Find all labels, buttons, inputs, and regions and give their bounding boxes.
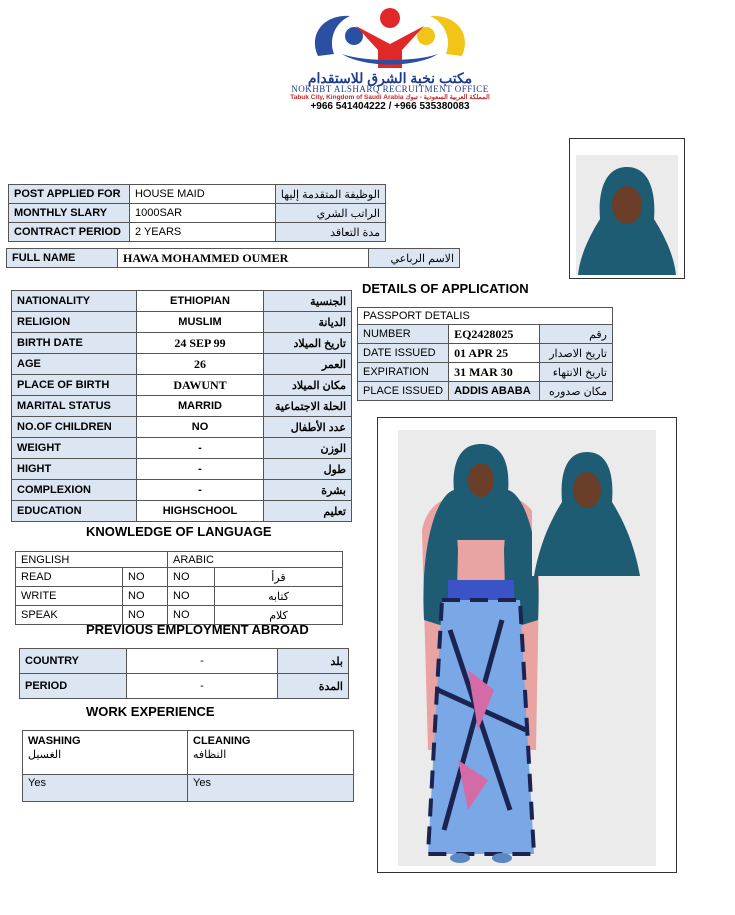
- agency-name-arabic: مكتب نخبة الشرق للاستقدام: [307, 70, 473, 86]
- details-title: DETAILS OF APPLICATION: [362, 281, 529, 296]
- language-table: [15, 551, 343, 625]
- complexion-label-ar: بشرة: [264, 480, 352, 501]
- passport-place-label-ar: مكان صدوره: [540, 382, 613, 401]
- position-value: HOUSE MAID: [129, 185, 275, 204]
- table-row: [23, 731, 354, 775]
- children-label: NO.OF CHILDREN: [12, 417, 137, 438]
- speak-label-ar: كلام: [215, 606, 343, 625]
- birth-date-label-ar: تاريخ الميلاد: [264, 333, 352, 354]
- country-label-ar: بلد: [278, 649, 349, 674]
- birth-date-label: BIRTH DATE: [12, 333, 137, 354]
- table-row: [12, 291, 352, 312]
- age-label-ar: العمر: [264, 354, 352, 375]
- full-name-value: HAWA MOHAMMED OUMER: [118, 249, 369, 268]
- language-title: KNOWLEDGE OF LANGUAGE: [86, 524, 272, 539]
- table-row: [16, 587, 343, 606]
- period-value: -: [127, 674, 278, 699]
- table-row: [358, 344, 613, 363]
- table-row: [12, 354, 352, 375]
- education-value: HIGHSCHOOL: [137, 501, 264, 522]
- passport-issued-label-ar: تاريخ الاصدار: [540, 344, 613, 363]
- country-value: -: [127, 649, 278, 674]
- speak-arabic: NO: [168, 606, 215, 625]
- birth-place-label-ar: مكان الميلاد: [264, 375, 352, 396]
- cleaning-value: Yes: [188, 775, 354, 802]
- children-value: NO: [137, 417, 264, 438]
- children-label-ar: عدد الأطفال: [264, 417, 352, 438]
- birth-date-value: 24 SEP 99: [137, 333, 264, 354]
- complexion-label: COMPLEXION: [12, 480, 137, 501]
- passport-place-label: PLACE ISSUED: [358, 382, 449, 401]
- table-row: [7, 249, 460, 268]
- washing-cell: [23, 731, 188, 775]
- agency-name-english: NOKHBT ALSHARQ RECRUITMENT OFFICE: [291, 84, 489, 94]
- contract-label-ar: مدة التعاقد: [275, 223, 385, 242]
- speak-english: NO: [123, 606, 168, 625]
- table-row: [12, 480, 352, 501]
- passport-issued-value: 01 APR 25: [449, 344, 540, 363]
- full-name-label: FULL NAME: [7, 249, 118, 268]
- birth-place-value: DAWUNT: [137, 375, 264, 396]
- nationality-value: ETHIOPIAN: [137, 291, 264, 312]
- full-name-label-ar: الاسم الرباعي: [369, 249, 460, 268]
- read-arabic: NO: [168, 568, 215, 587]
- read-label: READ: [16, 568, 123, 587]
- speak-label: SPEAK: [16, 606, 123, 625]
- table-row: [9, 223, 386, 242]
- language-col-english: ENGLISH: [16, 552, 168, 568]
- salary-value: 1000SAR: [129, 204, 275, 223]
- passport-number-value: EQ2428025: [449, 325, 540, 344]
- portrait-photo-frame: [569, 138, 685, 279]
- table-row: [20, 674, 349, 699]
- position-table: [8, 184, 386, 242]
- position-label: POST APPLIED FOR: [9, 185, 130, 204]
- washing-label: WASHING: [28, 735, 81, 747]
- passport-expiration-label-ar: تاريخ الانتهاء: [540, 363, 613, 382]
- table-row: [12, 438, 352, 459]
- age-label: AGE: [12, 354, 137, 375]
- salary-label: MONTHLY SLARY: [9, 204, 130, 223]
- nationality-label-ar: الجنسية: [264, 291, 352, 312]
- marital-status-label: MARITAL STATUS: [12, 396, 137, 417]
- read-label-ar: قرأ: [215, 568, 343, 587]
- table-row: [358, 382, 613, 401]
- table-row: [20, 649, 349, 674]
- table-row: [9, 185, 386, 204]
- religion-label-ar: الديانة: [264, 312, 352, 333]
- table-row: [12, 396, 352, 417]
- weight-label: WEIGHT: [12, 438, 137, 459]
- table-row: [16, 568, 343, 587]
- contract-value: 2 YEARS: [129, 223, 275, 242]
- country-label: COUNTRY: [20, 649, 127, 674]
- portrait-photo-icon: [576, 155, 678, 275]
- table-row: [9, 204, 386, 223]
- marital-status-value: MARRID: [137, 396, 264, 417]
- full-body-photo-icon: [398, 430, 656, 866]
- employment-table: [19, 648, 349, 699]
- cleaning-label-ar: النظافه: [193, 749, 227, 761]
- work-table: [22, 730, 354, 802]
- height-label: HIGHT: [12, 459, 137, 480]
- write-arabic: NO: [168, 587, 215, 606]
- washing-label-ar: الغسيل: [28, 749, 62, 761]
- cleaning-label: CLEANING: [193, 735, 251, 747]
- passport-expiration-label: EXPIRATION: [358, 363, 449, 382]
- period-label-ar: المدة: [278, 674, 349, 699]
- table-row: [12, 375, 352, 396]
- employment-title: PREVIOUS EMPLOYMENT ABROAD: [86, 622, 309, 637]
- full-body-photo-frame: [377, 417, 677, 873]
- language-col-arabic: ARABIC: [168, 552, 343, 568]
- passport-table: [357, 307, 613, 401]
- passport-expiration-value: 31 MAR 30: [449, 363, 540, 382]
- table-row: [358, 363, 613, 382]
- write-label-ar: كتابه: [215, 587, 343, 606]
- marital-status-label-ar: الحلة الاجتماعية: [264, 396, 352, 417]
- full-name-table: [6, 248, 460, 268]
- washing-value: Yes: [23, 775, 188, 802]
- agency-phones: +966 541404222 / +966 535380083: [310, 101, 470, 112]
- table-row: [23, 775, 354, 802]
- table-row: [12, 459, 352, 480]
- height-value: -: [137, 459, 264, 480]
- table-row: [358, 308, 613, 325]
- complexion-value: -: [137, 480, 264, 501]
- personal-table: [11, 290, 352, 522]
- salary-label-ar: الراتب الشري: [275, 204, 385, 223]
- table-row: [12, 417, 352, 438]
- table-row: [12, 333, 352, 354]
- birth-place-label: PLACE OF BIRTH: [12, 375, 137, 396]
- education-label: EDUCATION: [12, 501, 137, 522]
- education-label-ar: تعليم: [264, 501, 352, 522]
- table-row: [12, 312, 352, 333]
- agency-logo-icon: [306, 4, 474, 72]
- passport-title: PASSPORT DETALIS: [358, 308, 613, 325]
- write-english: NO: [123, 587, 168, 606]
- contract-label: CONTRACT PERIOD: [9, 223, 130, 242]
- religion-label: RELIGION: [12, 312, 137, 333]
- period-label: PERIOD: [20, 674, 127, 699]
- height-label-ar: طول: [264, 459, 352, 480]
- weight-label-ar: الوزن: [264, 438, 352, 459]
- table-row: [358, 325, 613, 344]
- table-row: [12, 501, 352, 522]
- passport-number-label: NUMBER: [358, 325, 449, 344]
- work-title: WORK EXPERIENCE: [86, 704, 215, 719]
- header: [230, 4, 550, 116]
- write-label: WRITE: [16, 587, 123, 606]
- nationality-label: NATIONALITY: [12, 291, 137, 312]
- passport-place-value: ADDIS ABABA: [449, 382, 540, 401]
- passport-issued-label: DATE ISSUED: [358, 344, 449, 363]
- agency-address: Tabuk City, Kingdom of Saudi Arabia المملكة العربية السعودية - تبوك: [290, 94, 490, 101]
- age-value: 26: [137, 354, 264, 375]
- position-label-ar: الوظيفة المتقدمة إليها: [275, 185, 385, 204]
- religion-value: MUSLIM: [137, 312, 264, 333]
- read-english: NO: [123, 568, 168, 587]
- table-row: [16, 552, 343, 568]
- cleaning-cell: [188, 731, 354, 775]
- passport-number-label-ar: رقم: [540, 325, 613, 344]
- weight-value: -: [137, 438, 264, 459]
